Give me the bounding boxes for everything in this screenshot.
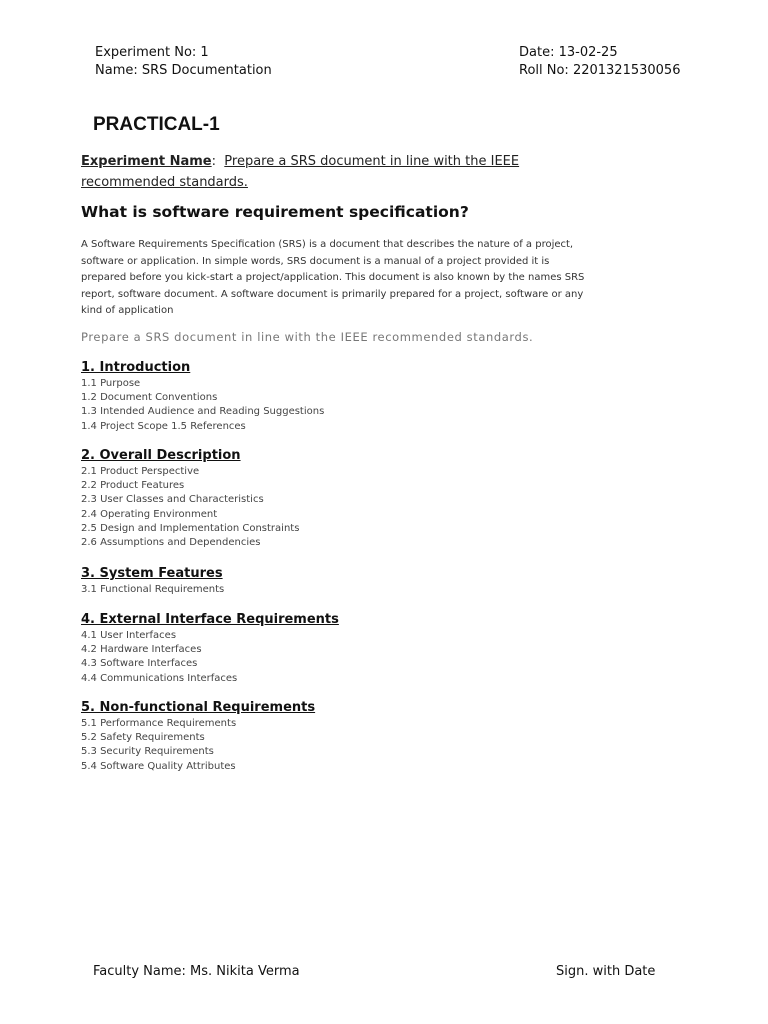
section-introduction [81,358,324,434]
list-item: 5.1 Performance Requirements [81,718,237,729]
experiment-name [81,151,521,193]
section-item-list [81,583,224,597]
section-item-list [81,377,324,434]
header-right [519,44,680,80]
experiment-name-colon: : [211,154,225,169]
list-item: 1.4 Project Scope 1.5 References [81,420,246,432]
section-heading: 1. Introduction [81,360,191,375]
experiment-date: Date: 13-02-25 [519,45,618,60]
list-item: 3.1 Functional Requirements [81,584,225,595]
section-heading: 3. System Features [81,566,223,581]
section-heading: 4. External Interface Requirements [81,612,339,627]
header-left [95,44,272,80]
list-item: 4.4 Communications Interfaces [81,672,238,684]
list-item: 1.3 Intended Audience and Reading Suggestions [81,406,325,418]
section-item-list [81,465,299,550]
experiment-name-value: Prepare a SRS document in line with the IEEE recommended standards. [81,154,520,190]
srs-question-heading: What is software requirement specification? [81,203,469,221]
list-item: 1.2 Document Conventions [81,392,218,404]
list-item: 4.1 User Interfaces [81,630,177,641]
experiment-name-label: Experiment Name [81,154,212,169]
section-item-list [81,629,339,686]
section-overall-description [81,446,299,550]
experiment-title-name: Name: SRS Documentation [95,63,272,78]
section-system-features [81,564,224,597]
prepare-statement: Prepare a SRS document in line with the IEEE recommended standards. [81,330,534,344]
signature-label: Sign. with Date [556,964,656,979]
srs-definition-paragraph: A Software Requirements Specification (SRS) is a document that describes the nature of a project, software or application. In simple words, SRS document is a manual of a project provided it is prepared before you kick-start a project/application. This document is also known by the names SRS report, software document. A software document is primarily prepared for a project, software or any kind of application [81,239,585,316]
page-title: PRACTICAL-1 [93,114,220,135]
list-item: 2.4 Operating Environment [81,508,218,520]
list-item: 5.4 Software Quality Attributes [81,760,236,772]
list-item: 5.3 Security Requirements [81,746,214,758]
list-item: 4.3 Software Interfaces [81,658,198,670]
faculty-name: Faculty Name: Ms. Nikita Verma [93,964,300,979]
list-item: 2.6 Assumptions and Dependencies [81,537,261,549]
list-item: 2.2 Product Features [81,480,185,492]
list-item: 2.5 Design and Implementation Constraints [81,522,300,534]
section-heading: 2. Overall Description [81,448,241,463]
section-heading: 5. Non-functional Requirements [81,700,316,715]
section-item-list [81,717,315,774]
section-non-functional [81,698,315,774]
roll-number: Roll No: 2201321530056 [519,63,681,78]
section-external-interface [81,610,339,686]
list-item: 2.1 Product Perspective [81,466,200,477]
list-item: 4.2 Hardware Interfaces [81,644,202,656]
experiment-number: Experiment No: 1 [95,45,209,60]
list-item: 1.1 Purpose [81,378,141,389]
list-item: 5.2 Safety Requirements [81,732,205,744]
list-item: 2.3 User Classes and Characteristics [81,494,264,506]
